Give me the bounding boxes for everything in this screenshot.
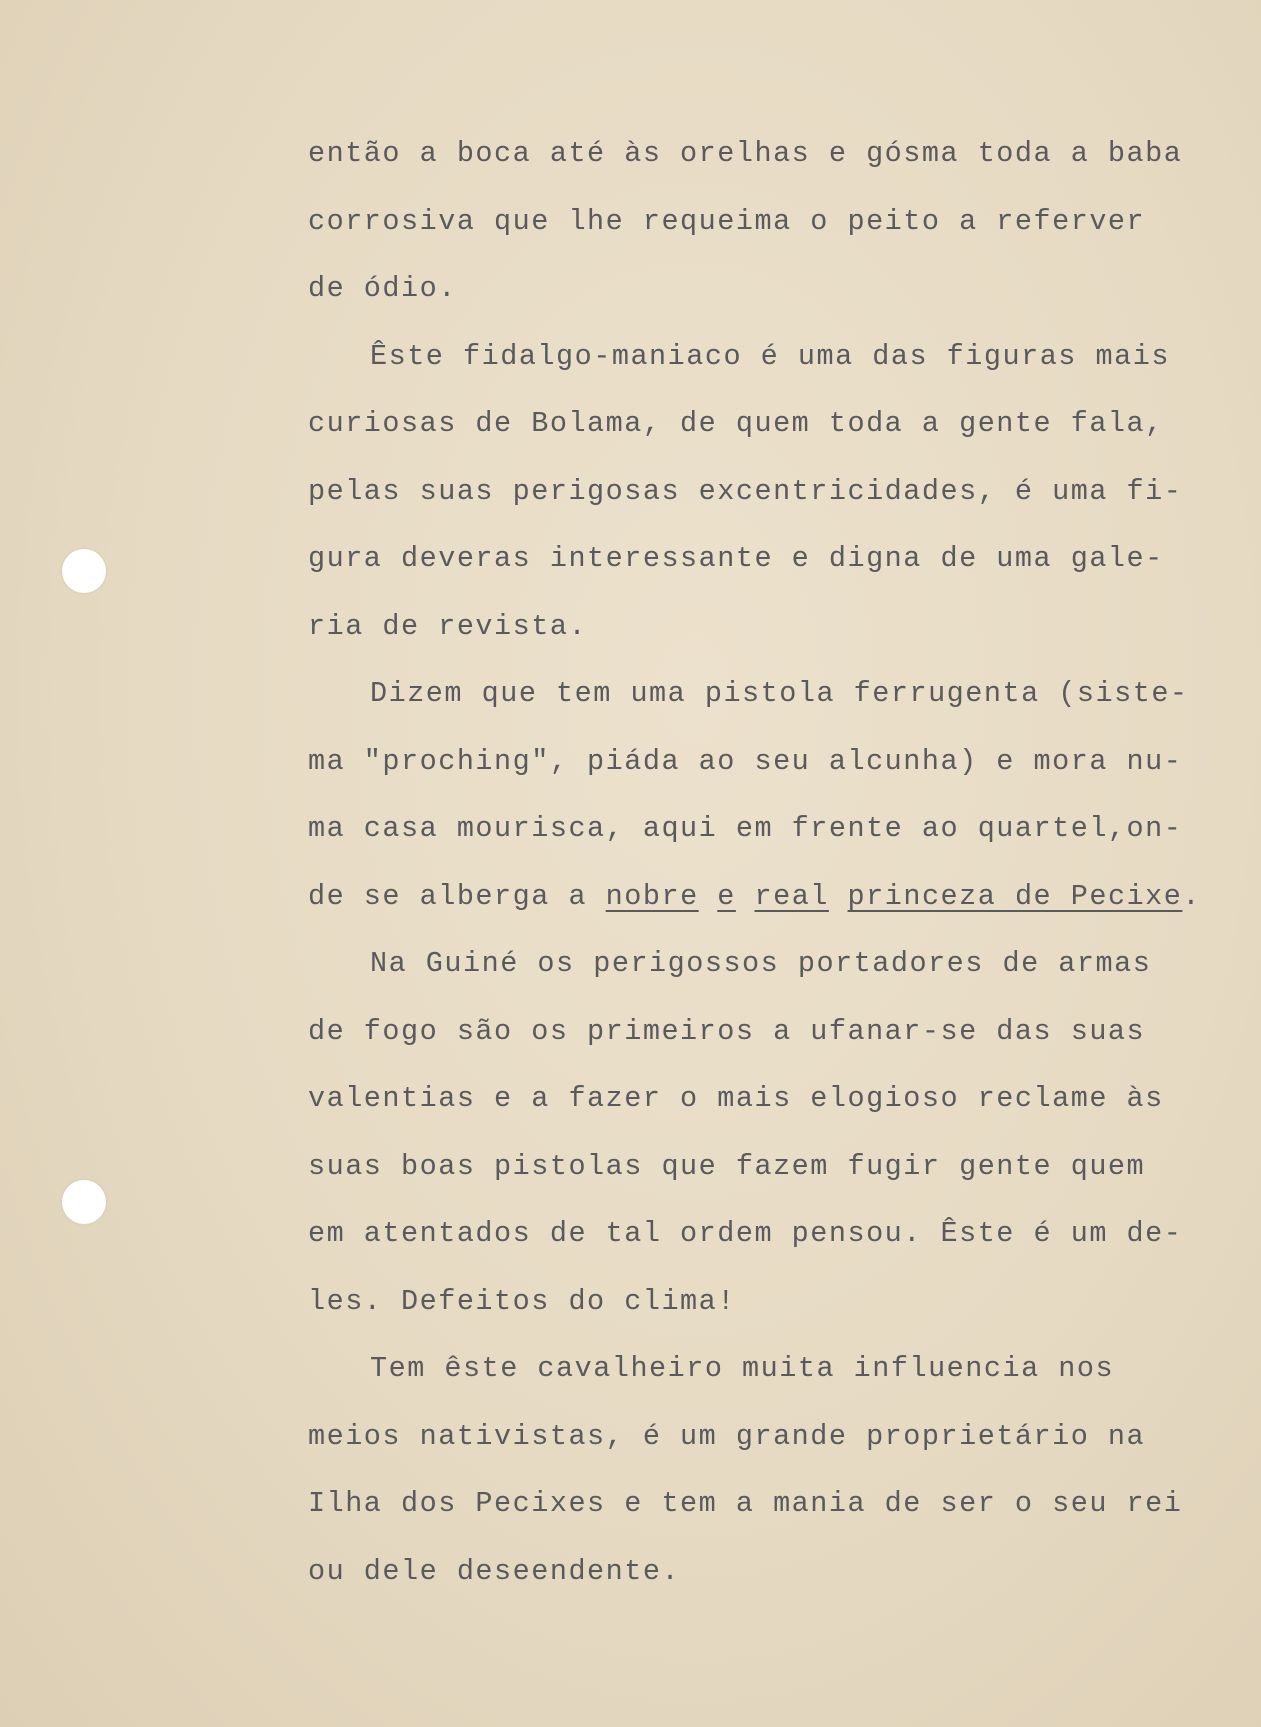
text-segment: les. Defeitos do clima! [308,1284,736,1318]
text-line [308,323,1248,391]
text-segment: corrosiva que lhe requeima o peito a referver [308,204,1146,238]
text-segment: Na Guiné os perigossos portadores de armas [370,947,1152,980]
text-line [308,1538,1248,1606]
text-line [308,255,1248,323]
text-line [308,1200,1248,1268]
text-line [308,1268,1248,1336]
text-segment: e [717,879,736,913]
text-segment [699,880,718,913]
text-segment: Dizem que tem uma pistola ferrugenta (siste- [370,677,1189,710]
text-segment [736,880,755,913]
punch-hole-bottom [62,1180,106,1224]
text-segment: gura deveras interessante e digna de uma gale- [308,542,1164,575]
text-segment: meios nativistas, é um grande proprietário na [308,1419,1146,1453]
text-line [308,795,1248,863]
text-line [308,458,1248,526]
text-segment: pelas suas perigosas excentricidades, é uma fi- [308,474,1183,508]
text-line [308,120,1248,188]
text-line [308,525,1248,593]
text-segment: Êste fidalgo-maniaco é uma das figuras mais [370,339,1170,373]
text-segment: ma "proching", piáda ao seu alcunha) e mora nu- [308,744,1183,778]
text-line [308,660,1248,728]
text-segment: de se alberga a [308,879,606,913]
text-segment: então a boca até às orelhas e gósma toda a baba [308,137,1183,170]
text-line [308,593,1248,661]
text-segment: princeza de Pecixe [847,879,1183,913]
text-segment: Tem êste cavalheiro muita influencia nos [370,1352,1115,1385]
text-line [308,728,1248,796]
text-segment: de ódio. [308,272,457,305]
typed-text-body [308,120,1248,1605]
text-segment: Ilha dos Pecixes e tem a mania de ser o seu rei [308,1487,1183,1520]
text-line [308,1133,1248,1201]
text-line [308,1335,1248,1403]
text-segment: ria de revista. [308,609,588,643]
text-segment: de fogo são os primeiros a ufanar-se das suas [308,1014,1146,1048]
punch-hole-top [62,549,106,593]
text-segment: ou dele deseendente. [308,1554,681,1588]
text-line [308,930,1248,998]
text-segment: curiosas de Bolama, de quem toda a gente fala, [308,407,1164,440]
text-segment: nobre [605,879,699,913]
text-line [308,863,1248,931]
text-segment: suas boas pistolas que fazem fugir gente quem [308,1149,1146,1183]
text-segment: real [754,879,829,913]
text-line [308,1065,1248,1133]
text-segment [829,880,848,913]
text-line [308,390,1248,458]
text-line [308,1470,1248,1538]
text-segment: em atentados de tal ordem pensou. Êste é um de- [308,1217,1183,1250]
text-segment: . [1182,879,1201,913]
text-line [308,998,1248,1066]
text-line [308,188,1248,256]
text-line [308,1403,1248,1471]
text-segment: valentias e a fazer o mais elogioso reclame às [308,1082,1164,1115]
text-segment: ma casa mourisca, aqui em frente ao quartel,on- [308,812,1183,845]
